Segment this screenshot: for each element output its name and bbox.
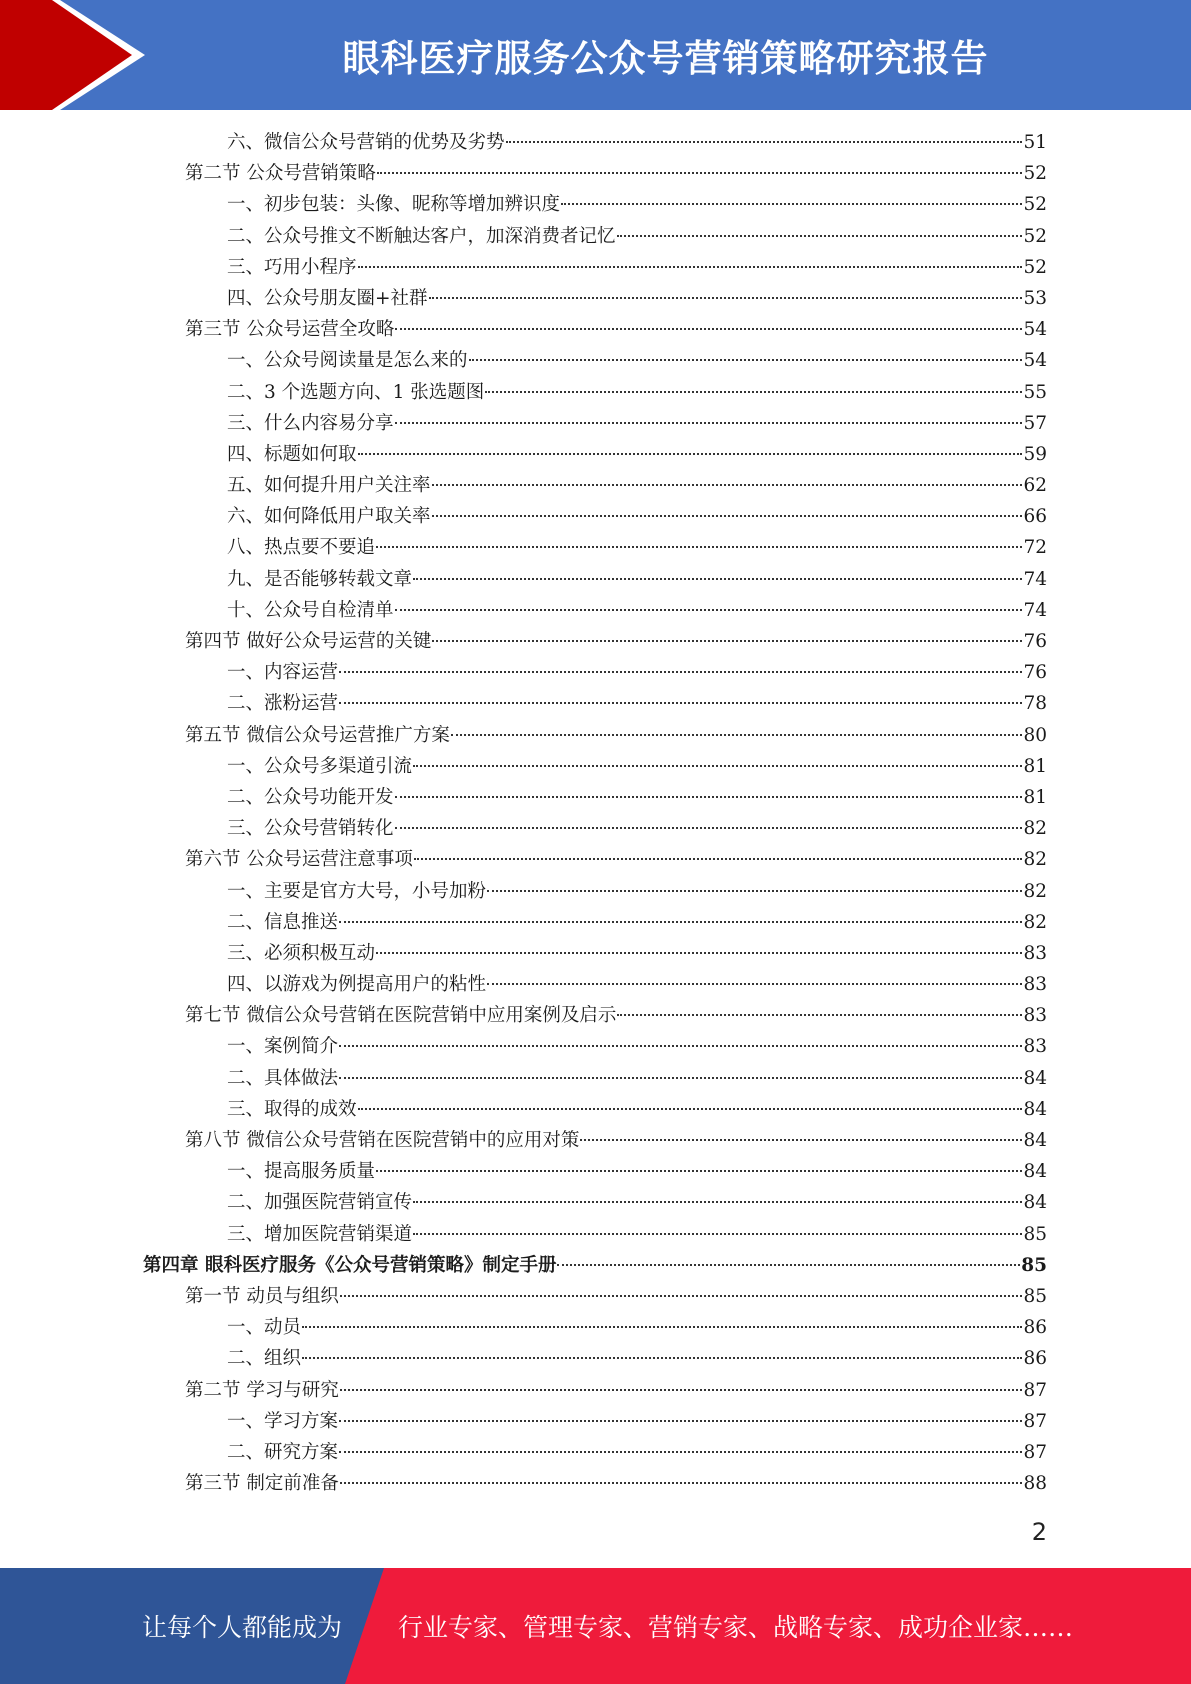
toc-entry[interactable] xyxy=(0,345,1191,376)
toc-dot-leader xyxy=(413,1199,1022,1203)
toc-entry-page: 82 xyxy=(1023,880,1047,902)
toc-dot-leader xyxy=(506,139,1023,143)
toc-entry-page: 84 xyxy=(1023,1067,1047,1089)
toc-entry[interactable] xyxy=(0,1375,1191,1406)
toc-dot-leader xyxy=(413,576,1022,580)
toc-entry-title: 二、公众号推文不断触达客户，加深消费者记忆 xyxy=(227,225,616,247)
toc-entry-page: 85 xyxy=(1021,1254,1047,1276)
toc-dot-leader xyxy=(358,451,1023,455)
toc-dot-leader xyxy=(395,794,1023,798)
toc-dot-leader xyxy=(340,1387,1023,1391)
toc-entry[interactable] xyxy=(0,720,1191,751)
toc-entry[interactable] xyxy=(0,907,1191,938)
toc-entry-page: 84 xyxy=(1023,1098,1047,1120)
toc-entry-title: 九、是否能够转载文章 xyxy=(227,568,413,590)
toc-entry-title: 二、加强医院营销宣传 xyxy=(227,1192,413,1214)
toc-entry-title: 三、取得的成效 xyxy=(227,1098,357,1120)
toc-dot-leader xyxy=(395,326,1022,330)
toc-entry-title: 五、如何提升用户关注率 xyxy=(227,475,431,497)
toc-entry-page: 66 xyxy=(1023,506,1047,528)
toc-entry-page: 82 xyxy=(1023,818,1047,840)
toc-dot-leader xyxy=(395,420,1023,424)
toc-entry[interactable] xyxy=(0,127,1191,158)
toc-entry-title: 一、初步包装：头像、昵称等增加辨识度 xyxy=(227,194,561,216)
toc-entry[interactable] xyxy=(0,221,1191,252)
toc-entry[interactable] xyxy=(0,377,1191,408)
toc-entry[interactable] xyxy=(0,1468,1191,1499)
toc-entry-page: 85 xyxy=(1023,1223,1047,1245)
toc-entry-page: 72 xyxy=(1023,537,1047,559)
toc-entry[interactable] xyxy=(0,1406,1191,1437)
toc-dot-leader xyxy=(487,888,1022,892)
toc-dot-leader xyxy=(429,295,1023,299)
toc-dot-leader xyxy=(377,170,1023,174)
toc-entry-title: 第六节 公众号运营注意事项 xyxy=(185,849,413,871)
toc-entry-page: 86 xyxy=(1023,1317,1047,1339)
toc-entry-title: 二、研究方案 xyxy=(227,1441,339,1463)
toc-entry[interactable] xyxy=(0,439,1191,470)
toc-dot-leader xyxy=(376,544,1022,548)
toc-dot-leader xyxy=(469,357,1023,361)
toc-entry-title: 一、学习方案 xyxy=(227,1410,339,1432)
toc-entry-page: 87 xyxy=(1023,1441,1047,1463)
toc-entry-page: 57 xyxy=(1023,412,1047,434)
toc-entry[interactable] xyxy=(0,1125,1191,1156)
toc-entry-title: 一、内容运营 xyxy=(227,662,339,684)
toc-entry[interactable] xyxy=(0,1000,1191,1031)
toc-dot-leader xyxy=(557,1262,1020,1266)
toc-dot-leader xyxy=(340,1480,1023,1484)
toc-dot-leader xyxy=(432,513,1023,517)
toc-entry-title: 第三节 公众号运营全攻略 xyxy=(185,319,395,341)
toc-entry-title: 三、公众号营销转化 xyxy=(227,818,394,840)
toc-entry[interactable] xyxy=(0,1343,1191,1374)
toc-entry-page: 54 xyxy=(1023,350,1047,372)
toc-entry-title: 四、公众号朋友圈+社群 xyxy=(227,287,428,309)
chevron-arrow-icon xyxy=(0,0,150,110)
toc-dot-leader xyxy=(451,732,1023,736)
toc-dot-leader xyxy=(339,669,1022,673)
toc-dot-leader xyxy=(376,1168,1022,1172)
toc-entry-page: 52 xyxy=(1023,163,1047,185)
toc-entry-page: 83 xyxy=(1023,1005,1047,1027)
toc-entry-title: 第二节 学习与研究 xyxy=(185,1379,339,1401)
toc-entry[interactable] xyxy=(0,314,1191,345)
toc-entry-title: 第八节 微信公众号营销在医院营销中的应用对策 xyxy=(185,1130,580,1151)
toc-entry-page: 84 xyxy=(1023,1130,1047,1151)
toc-entry-page: 52 xyxy=(1023,225,1047,247)
toc-dot-leader xyxy=(339,1418,1022,1422)
toc-dot-leader xyxy=(339,1075,1022,1079)
toc-dot-leader xyxy=(395,825,1023,829)
toc-entry-page: 51 xyxy=(1023,132,1047,153)
toc-entry[interactable] xyxy=(0,1094,1191,1125)
toc-entry-title: 第五节 微信公众号运营推广方案 xyxy=(185,724,450,746)
toc-entry-page: 76 xyxy=(1023,662,1047,684)
toc-entry-title: 四、标题如何取 xyxy=(227,443,357,465)
toc-entry[interactable] xyxy=(0,189,1191,220)
toc-dot-leader xyxy=(413,763,1022,767)
toc-entry-title: 二、具体做法 xyxy=(227,1067,339,1089)
toc-entry[interactable] xyxy=(0,1187,1191,1218)
toc-entry-title: 第四节 做好公众号运营的关键 xyxy=(185,631,432,652)
toc-entry[interactable] xyxy=(0,782,1191,813)
toc-dot-leader xyxy=(580,1137,1022,1141)
toc-entry[interactable] xyxy=(0,1063,1191,1094)
toc-entry-title: 六、如何降低用户取关率 xyxy=(227,506,431,528)
toc-entry-title: 二、信息推送 xyxy=(227,911,339,933)
toc-entry[interactable] xyxy=(0,626,1191,657)
toc-entry-page: 76 xyxy=(1023,631,1047,652)
toc-entry[interactable] xyxy=(0,876,1191,907)
toc-entry-title: 三、巧用小程序 xyxy=(227,256,357,278)
toc-entry-title: 二、组织 xyxy=(227,1348,302,1370)
toc-entry-title: 三、增加医院营销渠道 xyxy=(227,1223,413,1245)
footer-roles: 行业专家、管理专家、营销专家、战略专家、成功企业家…… xyxy=(398,1613,1074,1642)
toc-entry[interactable] xyxy=(0,1219,1191,1250)
toc-dot-leader xyxy=(302,1324,1022,1328)
toc-entry-title: 一、案例简介 xyxy=(227,1036,339,1058)
toc-dot-leader xyxy=(561,201,1022,205)
toc-entry[interactable] xyxy=(0,1312,1191,1343)
toc-entry-page: 54 xyxy=(1023,319,1047,341)
toc-dot-leader xyxy=(339,700,1022,704)
toc-entry-title: 十、公众号自检清单 xyxy=(227,599,394,621)
toc-entry-title: 一、动员 xyxy=(227,1317,302,1339)
toc-dot-leader xyxy=(302,1355,1022,1359)
toc-entry-page: 52 xyxy=(1023,194,1047,216)
toc-entry-page: 87 xyxy=(1023,1410,1047,1432)
toc-dot-leader xyxy=(339,1449,1022,1453)
toc-entry-page: 82 xyxy=(1023,911,1047,933)
toc-entry-title: 一、主要是官方大号，小号加粉 xyxy=(227,880,487,902)
toc-entry-page: 83 xyxy=(1023,942,1047,964)
toc-entry-title: 三、什么内容易分享 xyxy=(227,412,394,434)
toc-entry[interactable] xyxy=(0,938,1191,969)
toc-entry-page: 80 xyxy=(1023,724,1047,746)
toc-entry-title: 八、热点要不要追 xyxy=(227,537,376,559)
toc-entry[interactable] xyxy=(0,844,1191,875)
toc-dot-leader xyxy=(487,981,1022,985)
toc-entry-page: 62 xyxy=(1023,475,1047,497)
toc-entry[interactable] xyxy=(0,408,1191,439)
toc-entry-page: 81 xyxy=(1023,786,1047,808)
toc-entry[interactable] xyxy=(0,1156,1191,1187)
toc-entry-title: 二、公众号功能开发 xyxy=(227,786,394,808)
toc-entry-page: 84 xyxy=(1023,1161,1047,1183)
toc-entry-title: 第四章 眼科医疗服务《公众号营销策略》制定手册 xyxy=(143,1254,557,1276)
toc-entry-title: 三、必须积极互动 xyxy=(227,942,376,964)
toc-entry-page: 88 xyxy=(1023,1473,1047,1495)
toc-entry-page: 59 xyxy=(1023,443,1047,465)
toc-dot-leader xyxy=(432,638,1022,642)
toc-entry-page: 83 xyxy=(1023,974,1047,996)
toc-entry-page: 74 xyxy=(1023,568,1047,590)
toc-entry[interactable] xyxy=(0,158,1191,189)
toc-entry[interactable] xyxy=(0,751,1191,782)
toc-dot-leader xyxy=(376,950,1022,954)
page-header xyxy=(0,0,1191,110)
toc-dot-leader xyxy=(358,1106,1023,1110)
toc-entry-title: 第二节 公众号营销策略 xyxy=(185,163,376,185)
toc-entry[interactable] xyxy=(0,532,1191,563)
toc-dot-leader xyxy=(339,919,1022,923)
toc-entry[interactable] xyxy=(0,813,1191,844)
toc-dot-leader xyxy=(413,1231,1022,1235)
toc-entry-title: 二、3 个选题方向、1 张选题图 xyxy=(227,381,485,403)
toc-entry-title: 二、涨粉运营 xyxy=(227,693,339,715)
toc-dot-leader xyxy=(339,1043,1022,1047)
toc-entry-title: 四、以游戏为例提高用户的粘性 xyxy=(227,974,487,996)
toc-entry[interactable] xyxy=(0,501,1191,532)
toc-entry[interactable] xyxy=(0,283,1191,314)
toc-dot-leader xyxy=(340,1293,1023,1297)
toc-entry-title: 第七节 微信公众号营销在医院营销中应用案例及启示 xyxy=(185,1005,617,1027)
toc-entry-title: 第三节 制定前准备 xyxy=(185,1473,339,1495)
toc-entry-page: 87 xyxy=(1023,1379,1047,1401)
toc-entry[interactable] xyxy=(0,252,1191,283)
toc-entry[interactable] xyxy=(0,564,1191,595)
toc-dot-leader xyxy=(485,389,1022,393)
toc-entry-title: 六、微信公众号营销的优势及劣势 xyxy=(227,132,505,153)
toc-entry-page: 74 xyxy=(1023,599,1047,621)
toc-entry-page: 86 xyxy=(1023,1348,1047,1370)
toc-entry-page: 83 xyxy=(1023,1036,1047,1058)
toc-dot-leader xyxy=(432,482,1023,486)
toc-entry-page: 78 xyxy=(1023,693,1047,715)
toc-entry-page: 85 xyxy=(1023,1285,1047,1307)
toc-dot-leader xyxy=(358,264,1023,268)
toc-entry-page: 52 xyxy=(1023,256,1047,278)
page-footer xyxy=(0,1568,1191,1684)
toc-entry[interactable] xyxy=(0,1437,1191,1468)
toc-dot-leader xyxy=(395,607,1023,611)
toc-entry-title: 第一节 动员与组织 xyxy=(185,1285,339,1307)
toc-dot-leader xyxy=(414,856,1023,860)
footer-slogan: 让每个人都能成为 xyxy=(142,1613,343,1642)
toc-entry[interactable] xyxy=(0,969,1191,1000)
toc-entry[interactable] xyxy=(0,470,1191,501)
toc-entry-title: 一、提高服务质量 xyxy=(227,1161,376,1183)
toc-entry[interactable] xyxy=(0,595,1191,626)
toc-entry[interactable] xyxy=(0,657,1191,688)
toc-dot-leader xyxy=(617,1012,1022,1016)
toc-entry[interactable] xyxy=(0,1031,1191,1062)
toc-entry-page: 82 xyxy=(1023,849,1047,871)
toc-entry-page: 55 xyxy=(1023,381,1047,403)
toc-entry-page: 84 xyxy=(1023,1192,1047,1214)
table-of-contents xyxy=(0,127,1191,1499)
document-title: 眼科医疗服务公众号营销策略研究报告 xyxy=(342,37,989,80)
toc-entry-page: 53 xyxy=(1023,287,1047,309)
toc-dot-leader xyxy=(617,233,1023,237)
toc-entry[interactable] xyxy=(0,1281,1191,1312)
toc-entry[interactable] xyxy=(0,1250,1191,1281)
toc-entry-title: 一、公众号阅读量是怎么来的 xyxy=(227,350,468,372)
toc-entry-title: 一、公众号多渠道引流 xyxy=(227,755,413,777)
toc-entry-page: 81 xyxy=(1023,755,1047,777)
toc-entry[interactable] xyxy=(0,688,1191,719)
page-number: 2 xyxy=(1031,1518,1047,1546)
